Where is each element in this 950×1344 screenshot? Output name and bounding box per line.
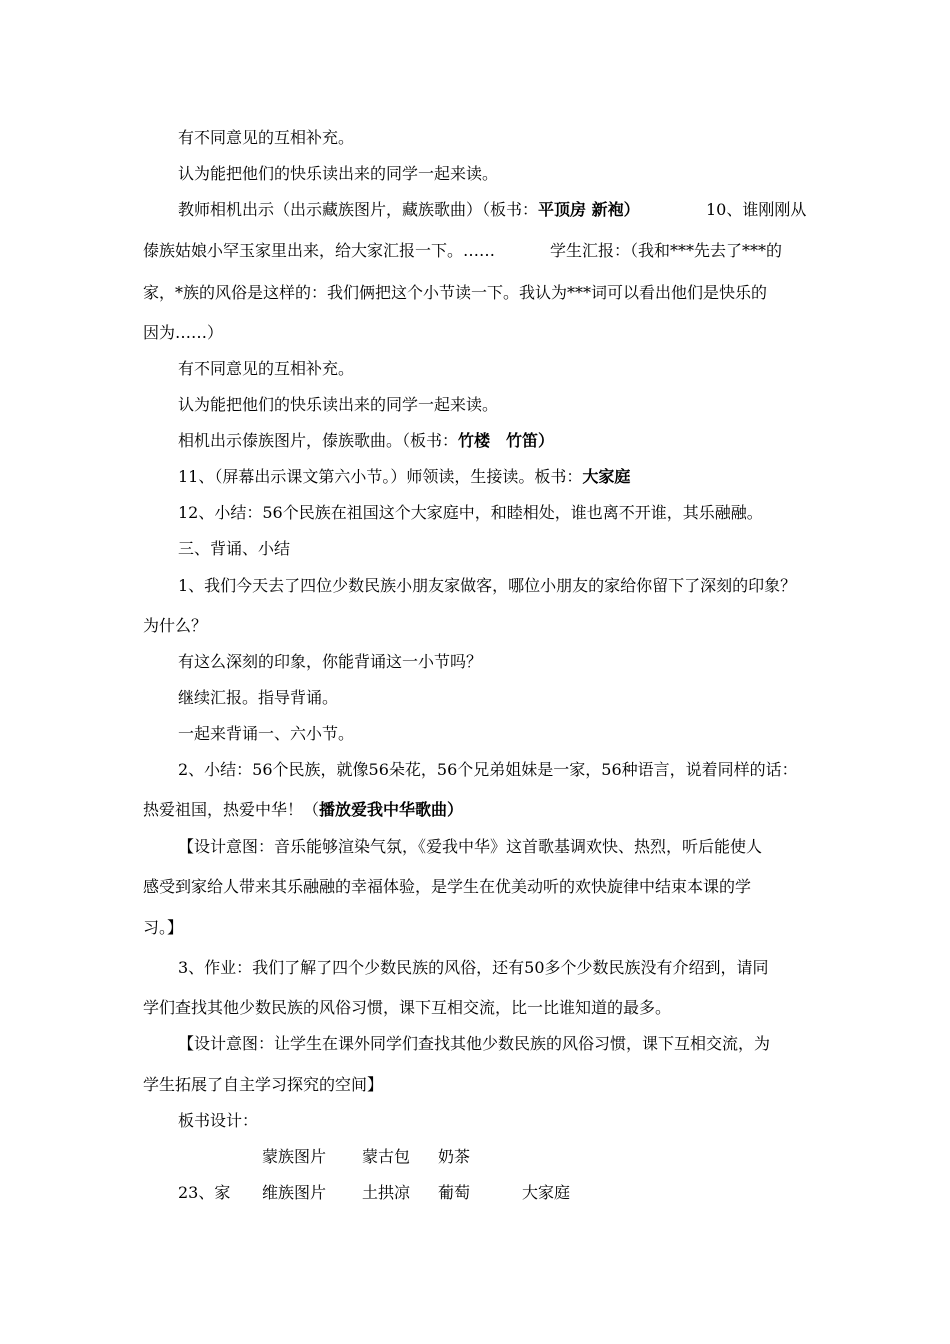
paragraph-line: 有这么深刻的印象，你能背诵这一小节吗？ xyxy=(178,652,483,671)
paragraph-line: 12、小结：56个民族在祖国这个大家庭中，和睦相处，谁也离不开谁，其乐融融。 xyxy=(178,503,763,522)
board-note: 竹楼 竹笛） xyxy=(458,431,555,450)
board-cell: 蒙古包 xyxy=(362,1147,411,1166)
text-span: 相机出示傣族图片，傣族歌曲。（板书： xyxy=(178,431,459,450)
text-span: 11、（屏幕出示课文第六小节。）师领读，生接读。板书： xyxy=(178,467,583,486)
paragraph-line: 有不同意见的互相补充。 xyxy=(178,359,355,378)
paragraph-line: 1、我们今天去了四位少数民族小朋友家做客，哪位小朋友的家给你留下了深刻的印象？ xyxy=(178,576,797,595)
paragraph-line: 认为能把他们的快乐读出来的同学一起来读。 xyxy=(178,395,499,414)
paragraph-line: 家，*族的风俗是这样的：我们俩把这个小节读一下。我认为***词可以看出他们是快乐的 xyxy=(143,283,768,302)
paragraph-line: 习。】 xyxy=(143,918,184,937)
paragraph-line xyxy=(178,467,630,487)
board-design-heading: 板书设计： xyxy=(178,1111,259,1130)
board-note: 平顶房 新袍） xyxy=(538,200,640,219)
text-span: 教师相机出示（出示藏族图片，藏族歌曲）（板书： xyxy=(178,200,539,219)
paragraph-line xyxy=(143,800,463,820)
board-cell: 葡萄 xyxy=(438,1183,471,1202)
text-span: 热爱祖国，热爱中华！（ xyxy=(143,800,320,819)
board-cell: 土拱凉 xyxy=(362,1183,411,1202)
paragraph-line: 10、谁刚刚从 xyxy=(706,200,807,219)
paragraph-line: 3、作业：我们了解了四个少数民族的风俗，还有50多个少数民族没有介绍到，请同 xyxy=(178,958,769,977)
board-cell: 维族图片 xyxy=(262,1183,327,1202)
board-note: 大家庭 xyxy=(582,467,631,486)
board-label: 23、家 xyxy=(178,1183,231,1202)
paragraph-line: 继续汇报。指导背诵。 xyxy=(178,688,339,707)
paragraph-line: 傣族姑娘小罕玉家里出来，给大家汇报一下。…… xyxy=(143,241,496,260)
paragraph-line: 因为……） xyxy=(143,323,224,342)
board-cell: 蒙族图片 xyxy=(262,1147,327,1166)
paragraph-line: 认为能把他们的快乐读出来的同学一起来读。 xyxy=(178,164,499,183)
board-cell: 奶茶 xyxy=(438,1147,471,1166)
section-heading: 三、背诵、小结 xyxy=(178,539,291,558)
paragraph-line: 有不同意见的互相补充。 xyxy=(178,128,355,147)
paragraph-line xyxy=(178,431,554,451)
board-note: 播放爱我中华歌曲） xyxy=(319,800,464,819)
paragraph-line: 学们查找其他少数民族的风俗习惯，课下互相交流，比一比谁知道的最多。 xyxy=(143,998,672,1017)
paragraph-line: 为什么？ xyxy=(143,616,208,635)
paragraph-line: 一起来背诵一、六小节。 xyxy=(178,724,355,743)
paragraph-line: 【设计意图：音乐能够渲染气氛，《爱我中华》这首歌基调欢快、热烈，听后能使人 xyxy=(178,837,763,856)
paragraph-line: 2、小结：56个民族，就像56朵花，56个兄弟姐妹是一家，56种语言，说着同样的话： xyxy=(178,760,798,779)
paragraph-line: 【设计意图：让学生在课外同学们查找其他少数民族的风俗习惯，课下互相交流，为 xyxy=(178,1034,771,1053)
paragraph-line xyxy=(178,200,640,220)
paragraph-line: 学生拓展了自主学习探究的空间】 xyxy=(143,1075,384,1094)
paragraph-line: 感受到家给人带来其乐融融的幸福体验，是学生在优美动听的欢快旋律中结束本课的学 xyxy=(143,877,752,896)
board-cell: 大家庭 xyxy=(522,1183,571,1202)
paragraph-line: 学生汇报：（我和***先去了***的 xyxy=(550,241,783,260)
